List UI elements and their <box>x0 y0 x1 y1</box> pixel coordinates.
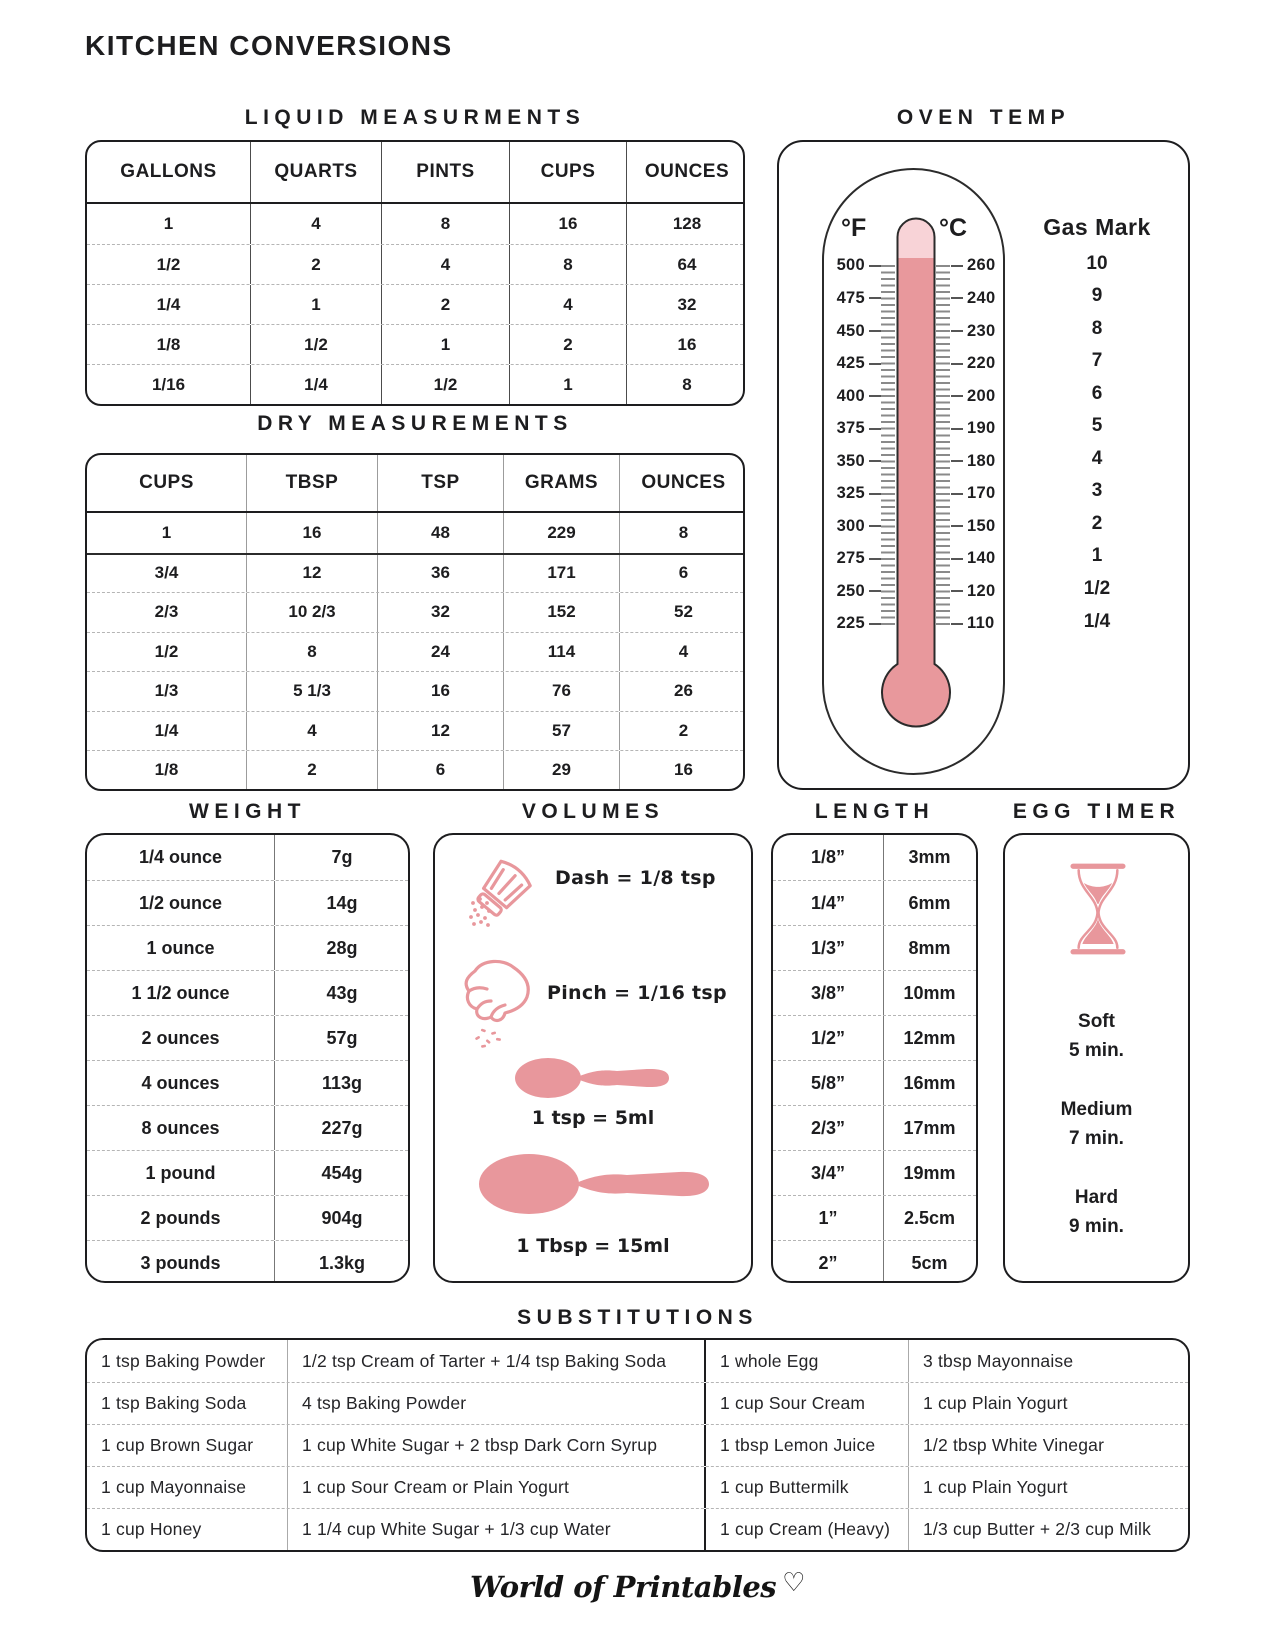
table-cell: 1/3 <box>154 681 179 701</box>
gas-mark-label: Gas Mark <box>1043 214 1151 240</box>
table-cell: 2/3” <box>810 1117 846 1138</box>
table-cell: 52 <box>619 593 745 632</box>
gas-mark-value: 9 <box>1091 285 1103 307</box>
gas-mark-value: 8 <box>1091 317 1103 339</box>
fahrenheit-value: 250 <box>825 575 881 608</box>
table-cell: 1 cup Plain Yogurt <box>908 1383 1190 1424</box>
table-row <box>87 750 743 790</box>
fahrenheit-unit-label: °F <box>841 214 867 242</box>
gas-mark-value: 1/2 <box>1083 577 1111 599</box>
fahrenheit-value: 475 <box>825 282 881 315</box>
celsius-value: 200 <box>951 380 1007 413</box>
table-cell: 29 <box>503 751 619 790</box>
celsius-unit-label: °C <box>939 214 968 242</box>
table-cell: 4 ounces <box>141 1072 220 1093</box>
table-cell: 171 <box>503 555 619 593</box>
table-cell: 36 <box>377 555 503 593</box>
column-header: CUPS <box>509 142 626 202</box>
table-row <box>773 835 976 880</box>
dry-measurements-table <box>85 453 745 791</box>
table-row <box>87 880 408 925</box>
table-cell: 2/3 <box>154 602 179 622</box>
table-cell: 1 cup White Sugar + 2 tbsp Dark Corn Syrup <box>287 1425 704 1466</box>
egg-medium-label: Medium <box>1060 1099 1133 1120</box>
table-cell: 1/2” <box>810 1027 846 1048</box>
column-header: OUNCES <box>626 142 745 202</box>
table-cell: 10 2/3 <box>246 593 377 632</box>
table-cell: 4 <box>509 285 626 324</box>
table-row <box>773 1195 976 1240</box>
column-header: TBSP <box>246 455 377 511</box>
table-cell: 1 cup Sour Cream <box>704 1383 908 1424</box>
table-cell: 64 <box>626 245 745 284</box>
table-row <box>87 592 743 632</box>
dry-table-body <box>87 513 743 790</box>
hourglass-icon <box>1066 861 1130 957</box>
table-cell: 12 <box>246 555 377 593</box>
table-cell: 16 <box>377 672 503 711</box>
oven-section-title: OVEN TEMP <box>896 106 1071 129</box>
table-cell: 10mm <box>883 971 975 1015</box>
dry-section-title: DRY MEASUREMENTS <box>257 412 573 435</box>
table-row <box>87 284 743 324</box>
table-row <box>87 513 743 553</box>
table-row <box>87 1382 1188 1424</box>
table-cell: 5cm <box>883 1241 975 1283</box>
fahrenheit-value: 350 <box>825 445 881 478</box>
table-cell: 57 <box>503 712 619 751</box>
egg-soft-time: 5 min. <box>1069 1040 1124 1061</box>
table-cell: 12mm <box>883 1016 975 1060</box>
table-row <box>87 1466 1188 1508</box>
table-row <box>87 204 743 244</box>
gas-mark-value: 6 <box>1091 382 1103 404</box>
table-cell: 1/4 <box>154 720 179 740</box>
table-cell: 1.3kg <box>274 1241 409 1283</box>
table-cell: 1/8 <box>154 760 179 780</box>
egg-soft-entry <box>1005 1007 1188 1065</box>
table-cell: 7g <box>274 835 409 880</box>
table-cell: 1 tbsp Lemon Juice <box>704 1425 908 1466</box>
table-cell: 2 <box>381 285 509 324</box>
table-cell: 3 tbsp Mayonnaise <box>908 1340 1190 1382</box>
volumes-section-title: VOLUMES <box>521 800 665 823</box>
celsius-value: 110 <box>951 608 1007 641</box>
celsius-value: 240 <box>951 282 1007 315</box>
liquid-section-title: LIQUID MEASURMENTS <box>244 106 586 129</box>
table-row <box>87 1105 408 1150</box>
celsius-value: 190 <box>951 412 1007 445</box>
table-cell: 48 <box>377 513 503 553</box>
fahrenheit-value: 400 <box>825 380 881 413</box>
fahrenheit-value: 375 <box>825 412 881 445</box>
table-row <box>87 632 743 672</box>
table-cell: 6mm <box>883 881 975 925</box>
celsius-value: 120 <box>951 575 1007 608</box>
table-cell: 1 pound <box>145 1162 216 1183</box>
pinch-hand-icon <box>451 953 537 1051</box>
liquid-measurements-table <box>85 140 745 406</box>
table-cell: 1 cup Sour Cream or Plain Yogurt <box>287 1467 704 1508</box>
table-cell: 76 <box>503 672 619 711</box>
table-cell: 2 <box>619 712 745 751</box>
column-header: CUPS <box>139 472 194 493</box>
table-cell: 1 cup Honey <box>101 1519 202 1539</box>
table-cell: 6 <box>377 751 503 790</box>
table-row <box>87 925 408 970</box>
teaspoon-equivalence-label: 1 tsp = 5ml <box>531 1107 655 1129</box>
weight-section-title: WEIGHT <box>189 800 306 823</box>
table-row <box>773 1105 976 1150</box>
table-cell: 2 pounds <box>140 1207 221 1228</box>
substitutions-table <box>85 1338 1190 1552</box>
pinch-equivalence-label: Pinch = 1/16 tsp <box>547 982 727 1004</box>
table-cell: 1” <box>818 1207 838 1228</box>
length-table-body <box>773 835 976 1283</box>
gas-mark-value: 2 <box>1091 512 1103 534</box>
table-cell: 3/4” <box>810 1162 846 1183</box>
gas-mark-value: 5 <box>1091 415 1103 437</box>
table-cell: 4 tsp Baking Powder <box>287 1383 704 1424</box>
table-cell: 32 <box>626 285 745 324</box>
fahrenheit-value: 450 <box>825 315 881 348</box>
table-cell: 8 <box>626 365 745 404</box>
celsius-value: 140 <box>951 542 1007 575</box>
heart-icon: ♡ <box>782 1568 805 1598</box>
table-row <box>87 1424 1188 1466</box>
table-cell: 1 <box>509 365 626 404</box>
celsius-value: 230 <box>951 315 1007 348</box>
table-cell: 1/2 tbsp White Vinegar <box>908 1425 1190 1466</box>
column-header: TSP <box>377 455 503 511</box>
table-row <box>87 1340 1188 1382</box>
table-row <box>87 324 743 364</box>
table-row <box>87 1195 408 1240</box>
celsius-value: 220 <box>951 347 1007 380</box>
table-cell: 128 <box>626 204 745 244</box>
fahrenheit-scale <box>825 250 881 640</box>
egg-hard-entry <box>1005 1183 1188 1241</box>
table-cell: 6 <box>619 555 745 593</box>
egg-hard-label: Hard <box>1074 1187 1119 1208</box>
table-cell: 1 cup Brown Sugar <box>101 1435 254 1455</box>
celsius-scale <box>951 250 1007 640</box>
table-cell: 8 <box>509 245 626 284</box>
table-row <box>773 1060 976 1105</box>
table-cell: 1 cup Mayonnaise <box>101 1477 247 1497</box>
table-cell: 2” <box>818 1252 838 1273</box>
substitutions-table-body <box>87 1340 1188 1550</box>
table-cell: 1/4 <box>250 365 381 404</box>
table-row <box>87 364 743 404</box>
column-header: QUARTS <box>250 142 381 202</box>
table-cell: 1/3” <box>810 937 846 958</box>
table-cell: 1/8” <box>810 847 846 867</box>
table-cell: 43g <box>274 971 409 1015</box>
table-row <box>87 1060 408 1105</box>
table-row <box>87 1150 408 1195</box>
fahrenheit-value: 225 <box>825 608 881 641</box>
table-row <box>773 1240 976 1283</box>
table-cell: 1 tsp Baking Powder <box>101 1350 266 1371</box>
oven-temp-panel <box>777 140 1190 790</box>
table-cell: 1/4” <box>810 892 846 913</box>
table-cell: 4 <box>381 245 509 284</box>
table-cell: 3mm <box>883 835 975 880</box>
table-cell: 1 1/2 ounce <box>131 982 230 1003</box>
table-cell: 1/2 <box>156 254 181 274</box>
table-cell: 2 <box>509 325 626 364</box>
table-cell: 2 ounces <box>141 1027 220 1048</box>
table-cell: 904g <box>274 1196 409 1240</box>
footer-logo <box>0 1568 1275 1604</box>
column-header: PINTS <box>381 142 509 202</box>
table-cell: 5 1/3 <box>246 672 377 711</box>
fahrenheit-value: 500 <box>825 250 881 283</box>
table-cell: 3/8” <box>810 982 846 1003</box>
table-cell: 1/2 <box>154 641 179 661</box>
table-cell: 4 <box>250 204 381 244</box>
fahrenheit-tick-marks <box>881 265 895 625</box>
table-row <box>87 1015 408 1060</box>
tablespoon-equivalence-label: 1 Tbsp = 15ml <box>516 1235 670 1257</box>
table-cell: 227g <box>274 1106 409 1150</box>
egg-hard-time: 9 min. <box>1069 1216 1124 1237</box>
table-cell: 8 <box>619 513 745 553</box>
table-cell: 1 cup Plain Yogurt <box>908 1467 1190 1508</box>
celsius-tick-marks <box>936 265 950 625</box>
table-row <box>87 553 743 593</box>
table-row <box>87 970 408 1015</box>
page-title: KITCHEN CONVERSIONS <box>85 30 453 61</box>
celsius-value: 150 <box>951 510 1007 543</box>
egg-timer-panel <box>1003 833 1190 1283</box>
table-cell: 1 <box>163 214 174 234</box>
table-row <box>773 925 976 970</box>
table-row <box>773 1150 976 1195</box>
fahrenheit-value: 325 <box>825 477 881 510</box>
celsius-value: 170 <box>951 477 1007 510</box>
table-cell: 1 cup Cream (Heavy) <box>704 1509 908 1550</box>
table-cell: 1 tsp Baking Soda <box>101 1393 247 1413</box>
fahrenheit-value: 425 <box>825 347 881 380</box>
table-cell: 113g <box>274 1061 409 1105</box>
table-cell: 1/2 tsp Cream of Tarter + 1/4 tsp Baking Soda <box>287 1340 704 1382</box>
volumes-panel <box>433 833 753 1283</box>
table-cell: 19mm <box>883 1151 975 1195</box>
egg-soft-label: Soft <box>1078 1011 1115 1032</box>
length-table <box>771 833 978 1283</box>
egg-medium-time: 7 min. <box>1069 1128 1124 1149</box>
table-row <box>87 671 743 711</box>
table-cell: 1/2 <box>250 325 381 364</box>
gas-mark-value: 7 <box>1091 350 1103 372</box>
table-cell: 1/2 ounce <box>138 892 223 913</box>
table-cell: 8 <box>381 204 509 244</box>
table-cell: 2.5cm <box>883 1196 975 1240</box>
table-cell: 2 <box>246 751 377 790</box>
gas-mark-value: 4 <box>1091 447 1103 469</box>
table-cell: 12 <box>377 712 503 751</box>
gas-mark-scale <box>1027 247 1167 637</box>
egg-medium-entry <box>1005 1095 1188 1153</box>
table-cell: 1/2 <box>381 365 509 404</box>
table-cell: 28g <box>274 926 409 970</box>
egg-timer-section-title: EGG TIMER <box>1012 800 1181 823</box>
table-cell: 2 <box>250 245 381 284</box>
table-cell: 24 <box>377 633 503 672</box>
table-cell: 454g <box>274 1151 409 1195</box>
table-row <box>87 1240 408 1283</box>
gas-mark-value: 1 <box>1091 545 1103 567</box>
table-cell: 1/8 <box>156 334 181 354</box>
length-section-title: LENGTH <box>814 800 935 823</box>
gas-mark-value: 3 <box>1091 480 1103 502</box>
gas-mark-value: 10 <box>1086 252 1108 274</box>
table-cell: 152 <box>503 593 619 632</box>
table-cell: 1/3 cup Butter + 2/3 cup Milk <box>908 1509 1190 1550</box>
table-cell: 3 pounds <box>140 1252 221 1273</box>
table-cell: 1/4 ounce <box>138 847 223 867</box>
gas-mark-value: 1/4 <box>1083 610 1111 632</box>
substitutions-section-title: SUBSTITUTIONS <box>517 1306 758 1329</box>
dry-table-header-row <box>87 455 743 513</box>
table-cell: 17mm <box>883 1106 975 1150</box>
table-cell: 8mm <box>883 926 975 970</box>
fahrenheit-value: 275 <box>825 542 881 575</box>
table-cell: 3/4 <box>154 563 179 583</box>
table-cell: 114 <box>503 633 619 672</box>
table-cell: 16 <box>509 204 626 244</box>
column-header: GALLONS <box>120 161 217 182</box>
table-cell: 57g <box>274 1016 409 1060</box>
teaspoon-icon <box>515 1057 671 1099</box>
table-cell: 1/16 <box>151 374 186 394</box>
celsius-value: 260 <box>951 250 1007 283</box>
table-cell: 1/4 <box>156 294 181 314</box>
table-cell: 16 <box>626 325 745 364</box>
table-cell: 26 <box>619 672 745 711</box>
fahrenheit-value: 300 <box>825 510 881 543</box>
table-cell: 1 ounce <box>146 937 215 958</box>
table-cell: 1 <box>250 285 381 324</box>
tablespoon-icon <box>479 1153 711 1215</box>
table-row <box>87 1508 1188 1550</box>
weight-table-body <box>87 835 408 1283</box>
table-cell: 5/8” <box>810 1072 846 1093</box>
table-cell: 1 <box>161 522 172 542</box>
table-row <box>773 970 976 1015</box>
salt-shaker-icon <box>463 845 549 931</box>
table-row <box>87 244 743 284</box>
column-header: GRAMS <box>503 455 619 511</box>
table-cell: 4 <box>246 712 377 751</box>
column-header: OUNCES <box>619 455 745 511</box>
liquid-table-body <box>87 204 743 404</box>
table-cell: 1 whole Egg <box>704 1340 908 1382</box>
table-cell: 16mm <box>883 1061 975 1105</box>
table-row <box>773 880 976 925</box>
table-cell: 8 ounces <box>141 1117 220 1138</box>
dash-equivalence-label: Dash = 1/8 tsp <box>555 867 716 889</box>
thermometer-outline <box>822 168 1005 775</box>
table-cell: 16 <box>619 751 745 790</box>
table-cell: 16 <box>246 513 377 553</box>
liquid-table-header-row <box>87 142 743 204</box>
table-cell: 8 <box>246 633 377 672</box>
table-cell: 14g <box>274 881 409 925</box>
weight-table <box>85 833 410 1283</box>
table-cell: 1 cup Buttermilk <box>704 1467 908 1508</box>
celsius-value: 180 <box>951 445 1007 478</box>
table-row <box>87 711 743 751</box>
table-cell: 1 <box>381 325 509 364</box>
table-cell: 229 <box>503 513 619 553</box>
footer-logo-text: World of Printables <box>470 1570 777 1604</box>
table-cell: 4 <box>619 633 745 672</box>
table-cell: 1 1/4 cup White Sugar + 1/3 cup Water <box>287 1509 704 1550</box>
table-row <box>773 1015 976 1060</box>
table-cell: 32 <box>377 593 503 632</box>
table-row <box>87 835 408 880</box>
